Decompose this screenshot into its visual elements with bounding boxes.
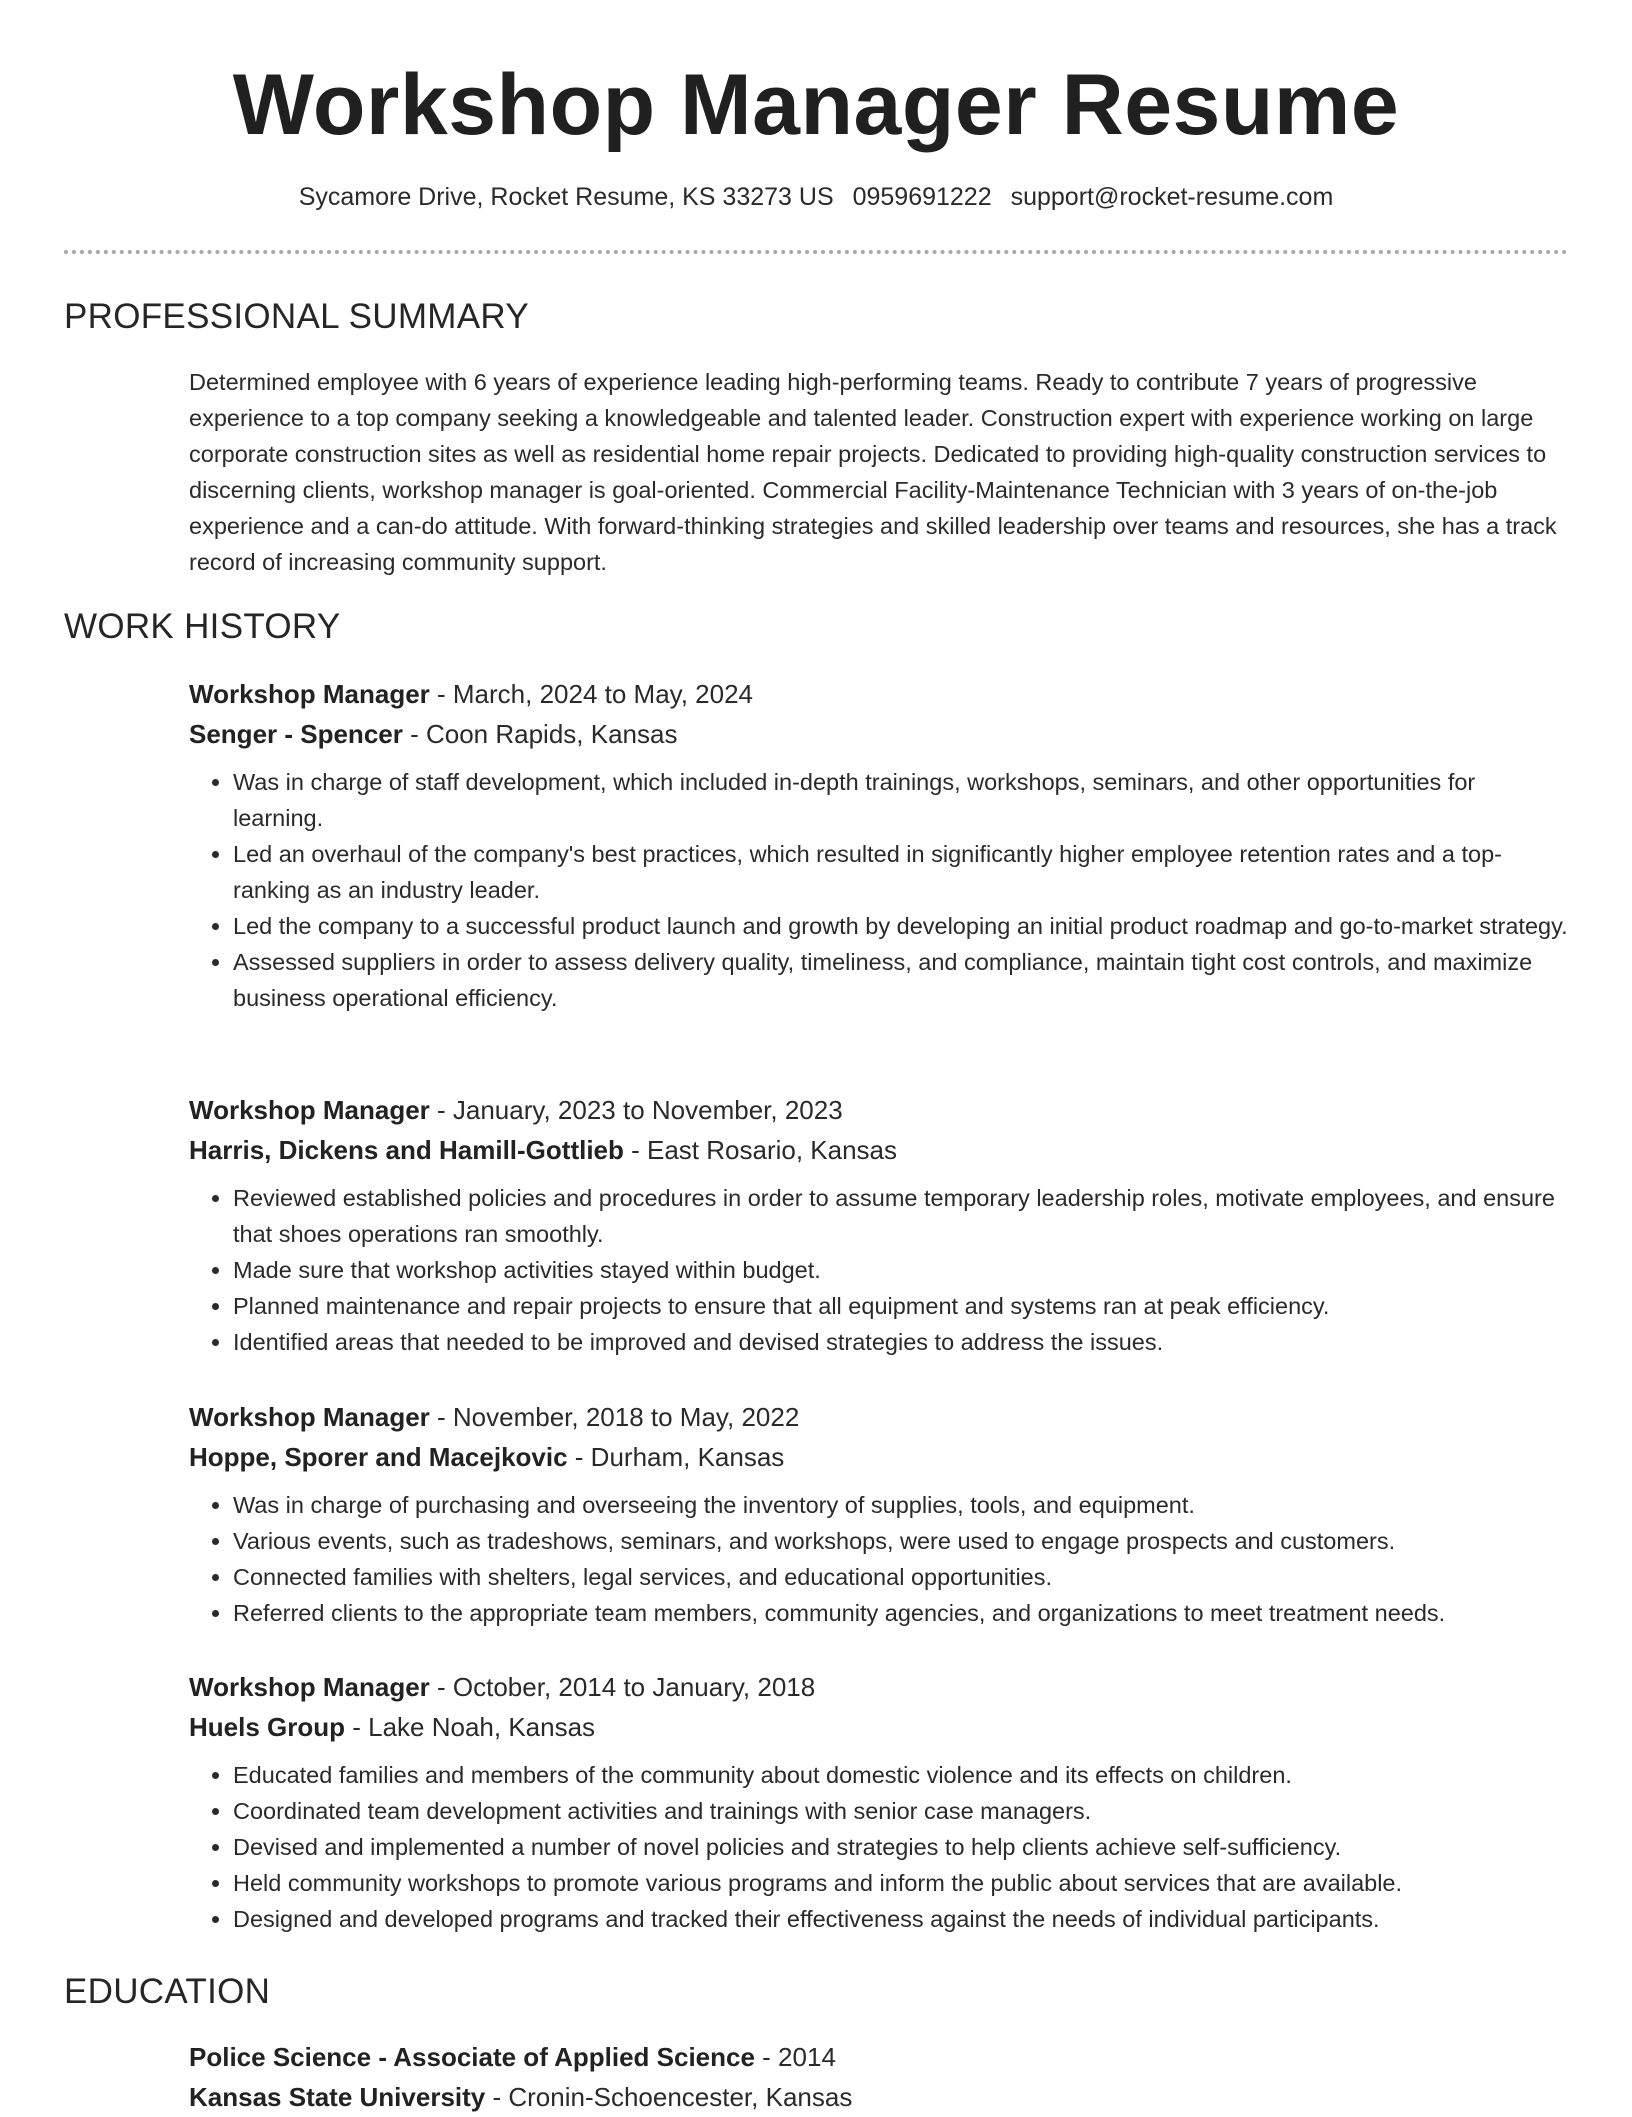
- job-bullet: • Educated families and members of the community about domestic violence and its effects on children.: [233, 1757, 1569, 1793]
- job-company: Huels Group: [189, 1712, 346, 1742]
- job-bullet: • Referred clients to the appropriate team members, community agencies, and organizations to meet treatment needs.: [233, 1595, 1569, 1631]
- education-entry: [189, 2037, 1569, 2117]
- job-location: - Durham, Kansas: [567, 1442, 785, 1472]
- job-title: Workshop Manager: [189, 1402, 430, 1432]
- job-bullet: • Led an overhaul of the company's best practices, which resulted in significantly higher employee retention rates and a top-ranking as an industry leader.: [233, 836, 1569, 908]
- contact-line: [0, 183, 1632, 212]
- job-entry: [189, 1667, 1569, 1937]
- job-title-line: [189, 1667, 1569, 1707]
- job-bullet: • Reviewed established policies and procedures in order to assume temporary leadership roles, motivate employees, and ensure that shoes operations ran smoothly.: [233, 1180, 1569, 1252]
- education-location: - Cronin-Schoencester, Kansas: [485, 2082, 853, 2112]
- job-bullet: • Assessed suppliers in order to assess delivery quality, timeliness, and compliance, maintain tight cost controls, and maximize business operational efficiency.: [233, 944, 1569, 1016]
- job-bullet: • Made sure that workshop activities stayed within budget.: [233, 1252, 1569, 1288]
- job-location: - East Rosario, Kansas: [623, 1135, 898, 1165]
- job-bullet: • Planned maintenance and repair projects to ensure that all equipment and systems ran at peak efficiency.: [233, 1288, 1569, 1324]
- education-heading: EDUCATION: [64, 1972, 271, 2011]
- job-company-line: [189, 714, 1569, 754]
- job-bullet: • Led the company to a successful product launch and growth by developing an initial product roadmap and go-to-market strategy.: [233, 908, 1569, 944]
- job-company: Harris, Dickens and Hamill-Gottlieb: [189, 1135, 624, 1165]
- job-entry: [189, 674, 1569, 1016]
- job-bullet: • Designed and developed programs and tracked their effectiveness against the needs of individual participants.: [233, 1901, 1569, 1937]
- job-location: - Lake Noah, Kansas: [345, 1712, 596, 1742]
- education-school-line: [189, 2077, 1569, 2117]
- job-bullet: • Coordinated team development activities and trainings with senior case managers.: [233, 1793, 1569, 1829]
- work-history-heading: WORK HISTORY: [64, 607, 341, 646]
- job-bullet: • Held community workshops to promote various programs and inform the public about services that are available.: [233, 1865, 1569, 1901]
- job-dates: - March, 2024 to May, 2024: [429, 679, 754, 709]
- summary-text: Determined employee with 6 years of experience leading high-performing teams. Ready to contribute 7 years of progressive experience to a top company seeking a knowledgeable and talented leader. Construction expert with experience working on large corporate construction sites as well as residential home repair projects. Dedicated to providing high-quality construction services to discerning clients, workshop manager is goal-oriented. Commercial Facility-Maintenance Technician with 3 years of on-the-job experience and a can-do attitude. With forward-thinking strategies and skilled leadership over teams and resources, she has a track record of increasing community support.: [189, 369, 1557, 575]
- job-bullet: • Was in charge of staff development, which included in-depth trainings, workshops, seminars, and other opportunities for learning.: [233, 764, 1569, 836]
- job-entry: [189, 1397, 1569, 1631]
- job-dates: - January, 2023 to November, 2023: [429, 1095, 843, 1125]
- job-bullets: [189, 1757, 1569, 1937]
- job-company-line: [189, 1437, 1569, 1477]
- resume-title: Workshop Manager Resume: [232, 57, 1400, 153]
- summary-heading: PROFESSIONAL SUMMARY: [64, 297, 529, 336]
- header-divider: [64, 250, 1568, 254]
- job-title: Workshop Manager: [189, 679, 430, 709]
- education-year: - 2014: [754, 2042, 836, 2072]
- contact-address: Sycamore Drive, Rocket Resume, KS 33273 US: [298, 183, 834, 211]
- job-bullet: • Identified areas that needed to be improved and devised strategies to address the issues.: [233, 1324, 1569, 1360]
- job-title-line: [189, 674, 1569, 714]
- job-bullet: • Connected families with shelters, legal services, and educational opportunities.: [233, 1559, 1569, 1595]
- job-bullets: [189, 764, 1569, 1016]
- job-bullets: [189, 1180, 1569, 1360]
- job-location: - Coon Rapids, Kansas: [402, 719, 678, 749]
- education-school: Kansas State University: [189, 2082, 486, 2112]
- contact-phone: 0959691222: [852, 183, 992, 211]
- job-company-line: [189, 1707, 1569, 1747]
- job-bullet: • Various events, such as tradeshows, seminars, and workshops, were used to engage prospects and customers.: [233, 1523, 1569, 1559]
- job-bullets: [189, 1487, 1569, 1631]
- job-dates: - October, 2014 to January, 2018: [429, 1672, 816, 1702]
- job-bullet: • Was in charge of purchasing and overseeing the inventory of supplies, tools, and equipment.: [233, 1487, 1569, 1523]
- job-dates: - November, 2018 to May, 2022: [429, 1402, 800, 1432]
- job-title-line: [189, 1090, 1569, 1130]
- job-company: Senger - Spencer: [189, 719, 403, 749]
- job-bullet: • Devised and implemented a number of novel policies and strategies to help clients achieve self-sufficiency.: [233, 1829, 1569, 1865]
- job-company: Hoppe, Sporer and Macejkovic: [189, 1442, 568, 1472]
- education-degree: Police Science - Associate of Applied Science: [189, 2042, 755, 2072]
- job-entry: [189, 1090, 1569, 1360]
- job-title: Workshop Manager: [189, 1672, 430, 1702]
- contact-email: support@rocket-resume.com: [1010, 183, 1334, 211]
- job-title: Workshop Manager: [189, 1095, 430, 1125]
- education-degree-line: [189, 2037, 1569, 2077]
- job-company-line: [189, 1130, 1569, 1170]
- job-title-line: [189, 1397, 1569, 1437]
